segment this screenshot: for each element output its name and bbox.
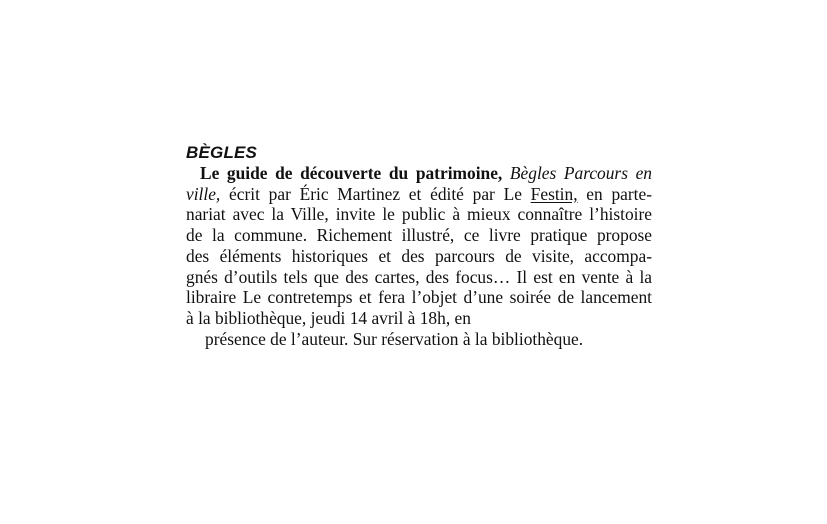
article-line-9: présence de l’auteur. Sur réservation à la bibliothèque.	[205, 328, 584, 349]
article-line-3: nariat avec la Ville, invite le public à mieux connaître l’histoire	[186, 204, 652, 225]
article-line-4: de la commune. Richement illustré, ce livre pratique propose	[186, 225, 652, 246]
article-line-5: des éléments historiques et des parcours de visite, accompa-	[186, 245, 652, 266]
article-text: écrit par Éric Martinez et édité par Le	[229, 183, 522, 204]
publisher-name: Festin,	[530, 183, 578, 204]
article-text: en parte-	[586, 183, 652, 204]
article-line-1	[186, 163, 652, 184]
article-line-8: à la bibliothèque, jeudi 14 avril à 18h, en	[186, 307, 471, 328]
article	[186, 143, 652, 349]
article-line-2	[186, 184, 652, 205]
article-lead: Le guide de découverte du patrimoine,	[200, 163, 503, 183]
book-title-part-1: Bègles Parcours en	[509, 163, 652, 183]
article-heading: BÈGLES	[186, 143, 258, 162]
article-line-6: gnés d’outils tels que des cartes, des focus… Il est en vente à la	[186, 266, 652, 287]
article-line-7: libraire Le contretemps et fera l’objet d’une soirée de lancement	[186, 287, 652, 308]
book-title-part-2: ville,	[186, 183, 221, 204]
